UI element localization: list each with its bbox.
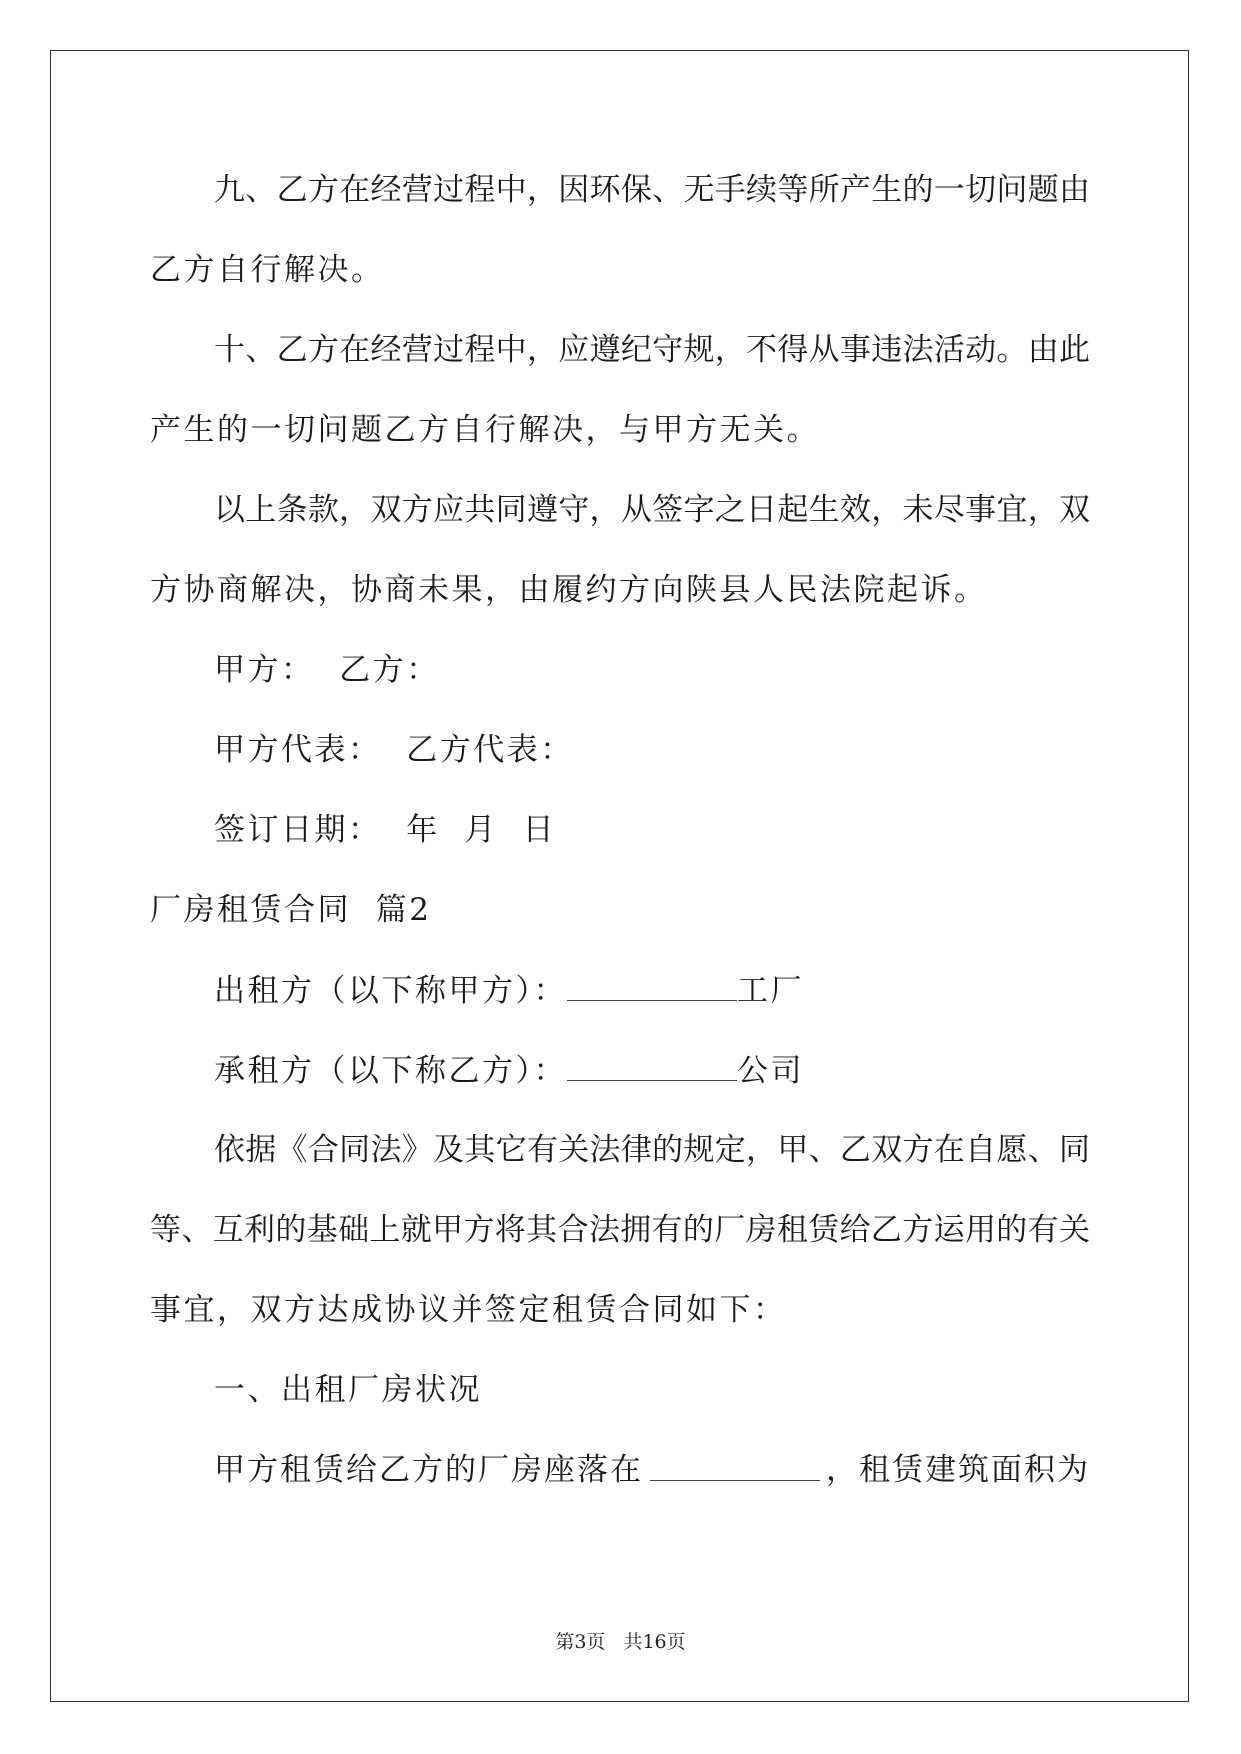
signature-representative-line: 甲方代表： 乙方代表：: [214, 732, 574, 768]
lessor-label: 出租方（以下称甲方）：: [214, 973, 567, 1009]
paragraph-line: 以上条款，双方应共同遵守，从签字之日起生效，未尽事宜，双: [214, 492, 1090, 528]
lessor-blank: [567, 970, 737, 1001]
page-total: 共16页: [623, 1631, 686, 1653]
area-label: ，租赁建筑面积为: [826, 1452, 1090, 1488]
page-number: 第3页: [555, 1631, 606, 1653]
signing-date-line: 签订日期： 年 月 日: [214, 812, 557, 848]
lessor-line: [214, 970, 804, 1011]
location-line: [214, 1450, 1090, 1490]
paragraph-line: 乙方自行解决。: [150, 252, 385, 288]
lessee-suffix: 公司: [737, 1053, 804, 1089]
paragraph-line: 依据《合同法》及其它有关法律的规定，甲、乙双方在自愿、同: [214, 1132, 1090, 1168]
lessee-line: [214, 1050, 804, 1091]
paragraph-line: 九、乙方在经营过程中，因环保、无手续等所产生的一切问题由: [214, 172, 1090, 208]
page-footer: [0, 1630, 1241, 1654]
paragraph-line: 十、乙方在经营过程中，应遵纪守规，不得从事违法活动。由此: [214, 332, 1090, 368]
signature-party-line: 甲方： 乙方：: [214, 652, 440, 688]
lessee-label: 承租方（以下称乙方）：: [214, 1053, 567, 1089]
paragraph-line: 产生的一切问题乙方自行解决，与甲方无关。: [150, 412, 820, 448]
lessee-blank: [567, 1050, 737, 1081]
paragraph-line: 事宜，双方达成协议并签定租赁合同如下：: [150, 1292, 787, 1328]
location-blank: [650, 1450, 820, 1481]
paragraph-line: 方协商解决，协商未果，由履约方向陕县人民法院起诉。: [150, 572, 988, 608]
location-label: 甲方租赁给乙方的厂房座落在: [214, 1452, 643, 1488]
section-heading: 厂房租赁合同 篇2: [150, 892, 432, 928]
lessor-suffix: 工厂: [737, 973, 804, 1009]
clause-heading: 一、出租厂房状况: [214, 1372, 482, 1408]
paragraph-line: 等、互利的基础上就甲方将其合法拥有的厂房租赁给乙方运用的有关: [150, 1212, 1090, 1248]
